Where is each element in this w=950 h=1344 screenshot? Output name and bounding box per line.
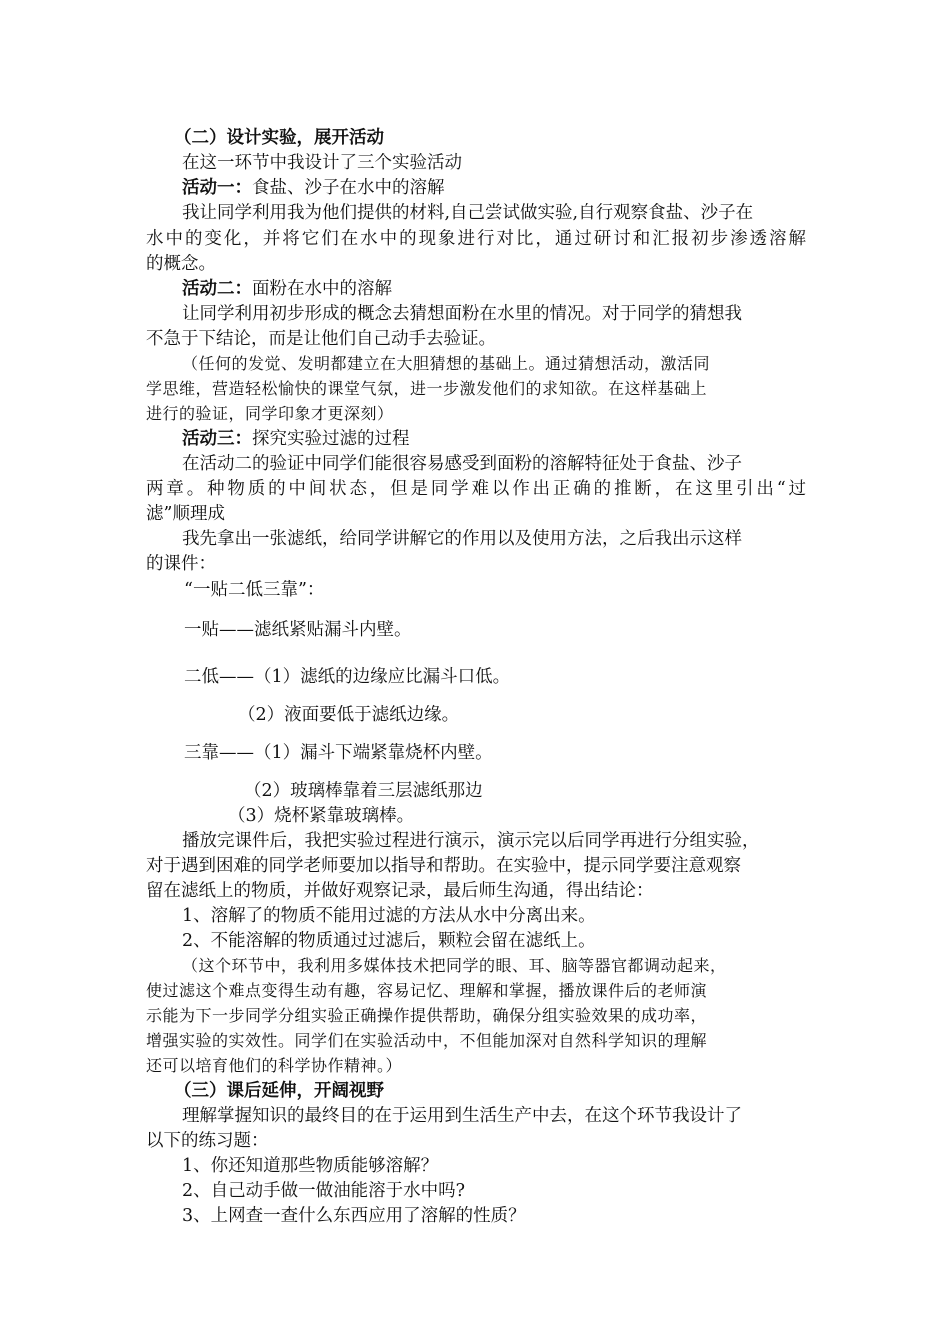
activity-2-label: 活动二： bbox=[182, 279, 252, 299]
rule-item: （2）液面要低于滤纸边缘。 bbox=[238, 705, 460, 725]
section-heading-2: （二）设计实验，展开活动 bbox=[174, 128, 384, 148]
activity-1-label: 活动一： bbox=[182, 178, 252, 198]
note-line: 还可以培育他们的科学协作精神。） bbox=[146, 1056, 403, 1075]
activity-2-title: 面粉在水中的溶解 bbox=[252, 279, 392, 299]
rule-item: （2）玻璃棒靠着三层滤纸那边 bbox=[244, 781, 483, 801]
note-line: （任何的发觉、发明都建立在大胆猜想的基础上。通过猜想活动，激活同 bbox=[182, 354, 711, 373]
rule-item: 一贴——滤纸紧贴漏斗内壁。 bbox=[184, 620, 412, 640]
paragraph-line: 理解掌握知识的最终目的在于运用到生活生产中去，在这个环节我设计了 bbox=[182, 1106, 742, 1126]
note-line: 学思维，营造轻松愉快的课堂气氛，进一步激发他们的求知欲。在这样基础上 bbox=[146, 379, 708, 398]
paragraph-line: 以下的练习题： bbox=[146, 1131, 269, 1151]
section-intro: 在这一环节中我设计了三个实验活动 bbox=[182, 153, 462, 173]
note-line: 使过滤这个难点变得生动有趣，容易记忆、理解和掌握，播放课件后的老师演 bbox=[146, 981, 708, 1000]
exercise-item: 1、你还知道那些物质能够溶解？ bbox=[182, 1156, 439, 1176]
rule-item: 三靠——（1）漏斗下端紧靠烧杯内壁。 bbox=[184, 743, 493, 763]
paragraph-line: 的概念。 bbox=[146, 254, 216, 274]
conclusion-item: 2、不能溶解的物质通过过滤后，颗粒会留在滤纸上。 bbox=[182, 931, 596, 951]
conclusion-item: 1、溶解了的物质不能用过滤的方法从水中分离出来。 bbox=[182, 906, 596, 926]
activity-3-heading bbox=[182, 426, 410, 452]
exercise-item: 2、自己动手做一做油能溶于水中吗? bbox=[182, 1181, 466, 1201]
paragraph-line: 我先拿出一张滤纸，给同学讲解它的作用以及使用方法，之后我出示这样 bbox=[182, 529, 742, 549]
activity-1-title: 食盐、沙子在水中的溶解 bbox=[252, 178, 445, 198]
paragraph-line: 对于遇到困难的同学老师要加以指导和帮助。在实验中，提示同学要注意观察 bbox=[146, 856, 741, 876]
paragraph-line: 的课件： bbox=[146, 554, 216, 574]
paragraph-line: 在活动二的验证中同学们能很容易感受到面粉的溶解特征处于食盐、沙子 bbox=[182, 454, 742, 474]
note-line: 进行的验证，同学印象才更深刻） bbox=[146, 404, 394, 423]
paragraph-line: 留在滤纸上的物质，并做好观察记录，最后师生沟通，得出结论： bbox=[146, 881, 654, 901]
note-line: 示能为下一步同学分组实验正确操作提供帮助，确保分组实验效果的成功率， bbox=[146, 1006, 708, 1025]
note-line: 增强实验的实效性。同学们在实验活动中，不但能加深对自然科学知识的理解 bbox=[146, 1031, 708, 1050]
activity-1-heading bbox=[182, 175, 445, 201]
activity-2-heading bbox=[182, 276, 392, 302]
exercise-item: 3、上网查一查什么东西应用了溶解的性质？ bbox=[182, 1206, 526, 1226]
section-heading-3: （三）课后延伸，开阔视野 bbox=[174, 1081, 384, 1101]
paragraph-line: 滤”顺理成 bbox=[146, 504, 225, 524]
paragraph-line: 让同学利用初步形成的概念去猜想面粉在水里的情况。对于同学的猜想我 bbox=[182, 304, 742, 324]
note-line: （这个环节中，我利用多媒体技术把同学的眼、耳、脑等器官都调动起来， bbox=[182, 956, 727, 975]
paragraph-line: 我让同学利用我为他们提供的材料,自己尝试做实验,自行观察食盐、沙子在 bbox=[182, 203, 754, 223]
activity-3-label: 活动三： bbox=[182, 429, 252, 449]
paragraph-line: 不急于下结论，而是让他们自己动手去验证。 bbox=[146, 329, 496, 349]
paragraph-line: 水中的变化，并将它们在水中的现象进行对比，通过研讨和汇报初步渗透溶解 bbox=[146, 229, 806, 249]
activity-3-title: 探究实验过滤的过程 bbox=[252, 429, 410, 449]
rule-item: （3）烧杯紧靠玻璃棒。 bbox=[228, 806, 415, 826]
paragraph-line: 两章。种物质的中间状态，但是同学难以作出正确的推断，在这里引出“过 bbox=[146, 479, 806, 499]
paragraph-line: 播放完课件后，我把实验过程进行演示，演示完以后同学再进行分组实验， bbox=[182, 831, 760, 851]
rule-item: 二低——（1）滤纸的边缘应比漏斗口低。 bbox=[184, 667, 511, 687]
rule-title: “一贴二低三靠”： bbox=[184, 580, 325, 600]
